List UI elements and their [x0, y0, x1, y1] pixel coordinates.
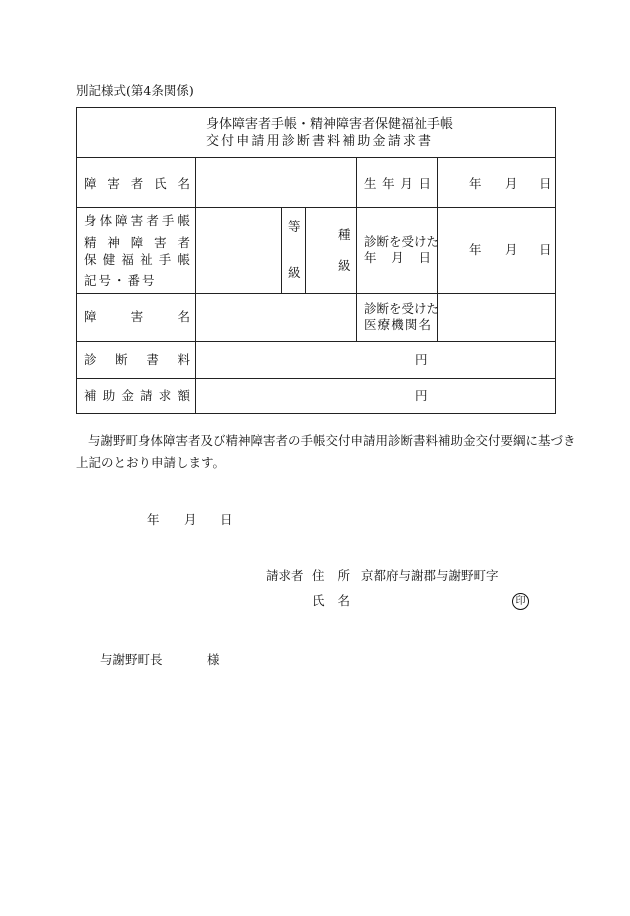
- table-border-top: [76, 107, 556, 108]
- date-month-unit: 月: [184, 512, 197, 527]
- grade-column-right: [305, 207, 306, 293]
- addressee-honorific: 様: [207, 652, 220, 667]
- address-value: 京都府与謝郡与謝野町字: [361, 568, 499, 583]
- grade-label-top: 等: [288, 219, 301, 234]
- seal-mark: 印: [512, 593, 529, 610]
- row-divider-2: [76, 207, 556, 208]
- name-label: 氏 名: [312, 593, 350, 608]
- diagnosis-year-unit: 年: [469, 242, 482, 257]
- body-text-line-2: 上記のとおり申請します。: [76, 455, 226, 470]
- disability-label: 障 害 名: [84, 309, 190, 324]
- claim-unit: 円: [415, 388, 428, 403]
- institution-label-2: 医 療 機 関 名: [364, 317, 431, 332]
- claimant-label: 請求者: [266, 568, 304, 583]
- birthdate-month-unit: 月: [505, 176, 518, 191]
- middle-column-divider: [356, 157, 357, 341]
- form-label: 別記様式(第4条関係): [76, 83, 194, 98]
- title-line-1: 身体障害者手帳・精神障害者保健福祉手帳: [206, 117, 454, 132]
- row-divider-1: [76, 157, 556, 158]
- table-border-right: [555, 107, 556, 414]
- table-border-bottom: [76, 413, 556, 414]
- handbook-label-3: 保 健 福 祉 手 帳: [84, 252, 190, 267]
- diagnosis-month-unit: 月: [505, 242, 518, 257]
- date-year-unit: 年: [147, 512, 160, 527]
- birthdate-label: 生 年 月 日: [364, 176, 431, 191]
- title-line-2: 交 付 申 請 用 診 断 書 料 補 助 金 請 求 書: [206, 134, 431, 149]
- fee-label: 診 断 書 料: [84, 352, 190, 367]
- fee-unit: 円: [415, 352, 428, 367]
- row-divider-3: [76, 293, 556, 294]
- diagnosis-date-label-1: 診断を受けた: [364, 234, 440, 249]
- address-label: 住 所: [312, 568, 350, 583]
- diagnosis-date-label-2: 年 月 日: [364, 250, 431, 265]
- claim-label: 補 助 金 請 求 額: [84, 388, 190, 403]
- row-divider-4: [76, 341, 556, 342]
- handbook-label-4: [84, 274, 190, 288]
- grade-label-bottom: 級: [288, 265, 301, 280]
- date-day-unit: 日: [220, 512, 233, 527]
- birthdate-year-unit: 年: [469, 176, 482, 191]
- applicant-name-label: 障 害 者 氏 名: [84, 176, 190, 191]
- type-label-top: 種: [338, 227, 351, 242]
- birthdate-day-unit: 日: [539, 176, 552, 191]
- type-label-bottom: 級: [338, 258, 351, 273]
- table-border-left: [76, 107, 77, 414]
- row-divider-5: [76, 378, 556, 379]
- handbook-label-2: 精 神 障 害 者: [84, 235, 190, 250]
- grade-column-left: [281, 207, 282, 293]
- handbook-label-1: 身 体 障 害 者 手 帳: [84, 213, 190, 228]
- addressee-name: 与謝野町長: [100, 652, 163, 667]
- label-column-divider: [195, 157, 196, 414]
- handbook-number-label: 記号・番号: [84, 273, 157, 288]
- body-text-line-1: 与謝野町身体障害者及び精神障害者の手帳交付申請用診断書料補助金交付要綱に基づき: [88, 433, 576, 448]
- institution-label-1: 診断を受けた: [364, 301, 440, 316]
- diagnosis-day-unit: 日: [539, 242, 552, 257]
